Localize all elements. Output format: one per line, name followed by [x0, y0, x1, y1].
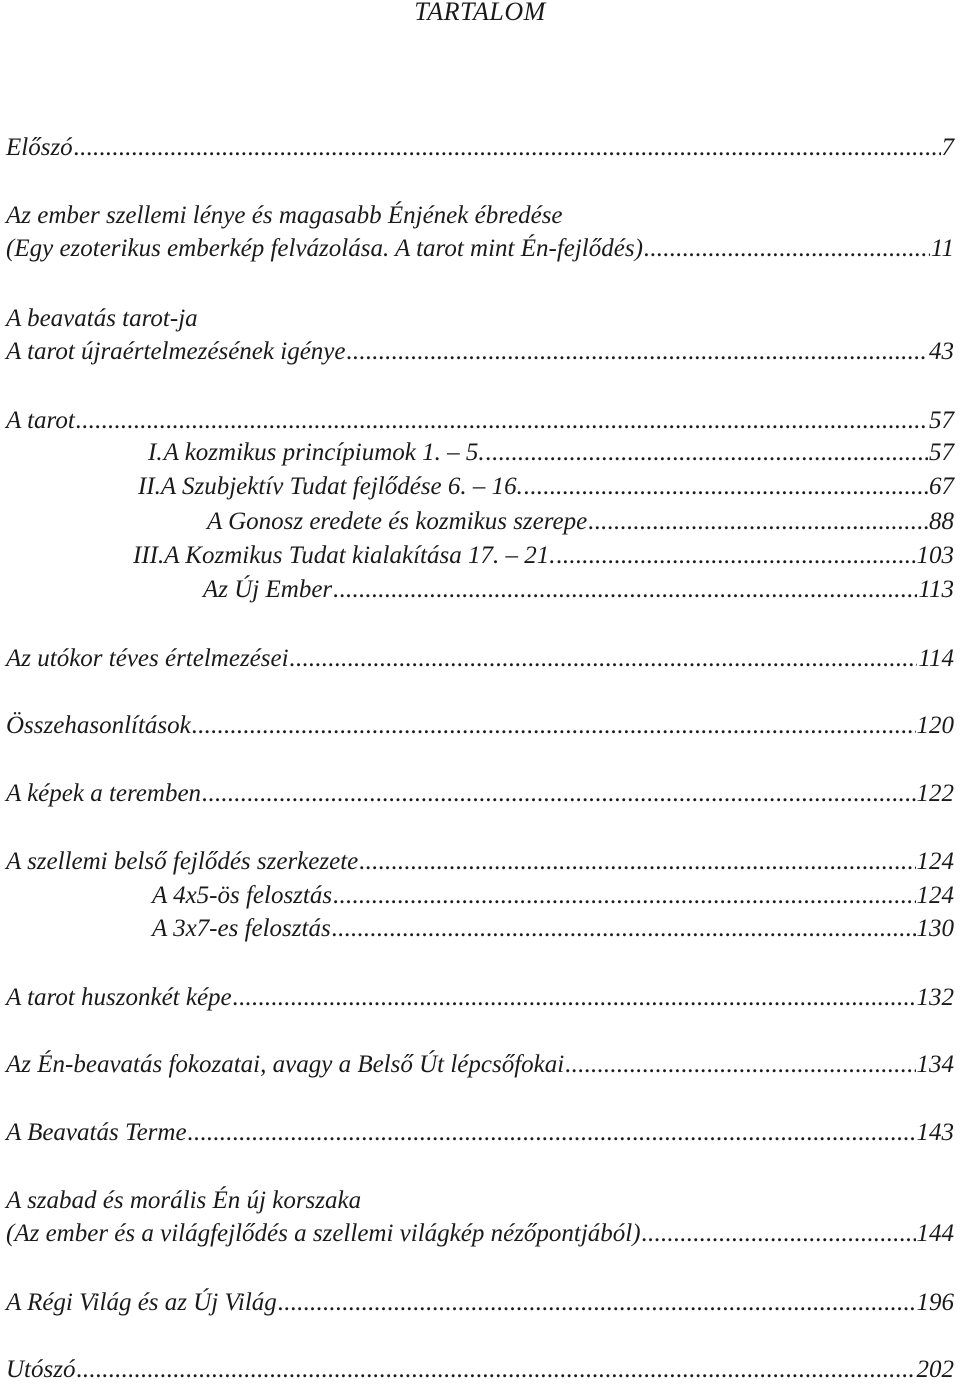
- toc-page-number: 196: [916, 1289, 954, 1316]
- toc-page-number: 202: [916, 1356, 954, 1383]
- toc-entry[interactable]: [152, 914, 954, 944]
- toc-entry[interactable]: [6, 1050, 954, 1080]
- toc-page-number: 120: [916, 712, 954, 739]
- toc-entry[interactable]: [152, 881, 954, 911]
- toc-leader-dots: [74, 133, 941, 163]
- toc-entry-label: A beavatás tarot-ja: [6, 305, 198, 332]
- toc-page-number: 103: [916, 542, 954, 569]
- toc-entry-label: A Beavatás Terme: [6, 1119, 187, 1146]
- toc-entry-label: Az Új Ember: [203, 576, 333, 603]
- toc-entry[interactable]: [6, 847, 954, 877]
- toc-entry-label: A Kozmikus Tudat kialakítása 17. – 21.: [164, 542, 556, 569]
- toc-leader-dots: [644, 234, 930, 264]
- toc-entry[interactable]: [6, 234, 954, 264]
- toc-leader-dots: [202, 779, 915, 809]
- toc-page-number: 57: [929, 407, 954, 434]
- toc-entry[interactable]: [6, 1355, 954, 1385]
- toc-page-number: 134: [916, 1051, 954, 1078]
- toc-entry-label: Az ember szellemi lénye és magasabb Énjének ébredése: [6, 202, 563, 229]
- toc-entry[interactable]: [6, 133, 954, 163]
- toc-entry-label: A kozmikus princípiumok 1. – 5.: [163, 439, 485, 466]
- toc-leader-dots: [524, 472, 928, 502]
- toc-entry-label: A 4x5-ös felosztás: [152, 882, 333, 909]
- toc-entry[interactable]: [6, 711, 954, 741]
- toc-page-number: 88: [929, 508, 954, 535]
- toc-leader-dots: [278, 1288, 916, 1318]
- toc-roman-numeral: II.: [138, 473, 161, 500]
- toc-entry-label: A szabad és morális Én új korszaka: [6, 1187, 362, 1214]
- toc-entry[interactable]: [6, 644, 954, 674]
- toc-entry-label: (Az ember és a világfejlődés a szellemi világkép nézőpontjából): [6, 1220, 641, 1247]
- toc-leader-dots: [332, 914, 916, 944]
- toc-entry[interactable]: [148, 438, 954, 468]
- toc-entry-label: Előszó: [6, 134, 73, 161]
- toc-leader-dots: [192, 711, 916, 741]
- toc-page-number: 143: [916, 1119, 954, 1146]
- toc-entry[interactable]: [203, 575, 954, 605]
- toc-entry[interactable]: [207, 507, 954, 537]
- toc-leader-dots: [76, 1355, 915, 1385]
- toc-leader-dots: [290, 644, 918, 674]
- toc-entry[interactable]: [6, 1219, 954, 1249]
- toc-page-number: 130: [916, 915, 954, 942]
- toc-leader-dots: [76, 406, 928, 436]
- toc-entry[interactable]: [6, 304, 198, 334]
- toc-entry-label: A Szubjektív Tudat fejlődése 6. – 16.: [160, 473, 523, 500]
- toc-leader-dots: [588, 507, 928, 537]
- toc-leader-dots: [188, 1118, 916, 1148]
- toc-page-number: 124: [916, 882, 954, 909]
- toc-leader-dots: [233, 983, 916, 1013]
- toc-page-number: 57: [929, 439, 954, 466]
- toc-page-number: 144: [916, 1220, 954, 1247]
- toc-entry-label: (Egy ezoterikus emberkép felvázolása. A tarot mint Én-fejlődés): [6, 235, 643, 262]
- toc-page-number: 11: [930, 235, 954, 262]
- toc-entry-label: Összehasonlítások: [6, 712, 191, 739]
- toc-page-number: 67: [929, 473, 954, 500]
- toc-entry[interactable]: [6, 1118, 954, 1148]
- toc-entry[interactable]: [6, 406, 954, 436]
- toc-entry-label: A szellemi belső fejlődés szerkezete: [6, 848, 359, 875]
- toc-leader-dots: [333, 881, 915, 911]
- toc-page-number: 132: [916, 984, 954, 1011]
- toc-page-number: 114: [918, 645, 954, 672]
- toc-entry-label: Utószó: [6, 1356, 76, 1383]
- toc-leader-dots: [565, 1050, 915, 1080]
- toc-entry-label: A tarot huszonkét képe: [6, 984, 232, 1011]
- toc-entry-label: A Régi Világ és az Új Világ: [6, 1289, 277, 1316]
- toc-entry[interactable]: [133, 541, 954, 571]
- toc-entry-label: A képek a teremben: [6, 780, 202, 807]
- toc-page-number: 7: [941, 134, 954, 161]
- toc-entry[interactable]: [6, 337, 954, 367]
- toc-entry[interactable]: [6, 1186, 361, 1216]
- toc-page-number: 113: [918, 576, 954, 603]
- toc-entry[interactable]: [6, 201, 563, 231]
- toc-entry[interactable]: [6, 983, 954, 1013]
- toc-entry[interactable]: [6, 1288, 954, 1318]
- toc-roman-numeral: I.: [148, 439, 163, 466]
- toc-entry-label: A tarot: [6, 407, 75, 434]
- toc-leader-dots: [333, 575, 917, 605]
- toc-page-number: 122: [916, 780, 954, 807]
- toc-leader-dots: [556, 541, 915, 571]
- toc-entry-label: Az utókor téves értelmezései: [6, 645, 289, 672]
- toc-leader-dots: [486, 438, 928, 468]
- toc-page-number: 124: [916, 848, 954, 875]
- toc-leader-dots: [359, 847, 915, 877]
- toc-entry-label: A 3x7-es felosztás: [152, 915, 331, 942]
- toc-entry-label: A Gonosz eredete és kozmikus szerepe: [207, 508, 588, 535]
- toc-entry-label: Az Én-beavatás fokozatai, avagy a Belső Út lépcsőfokai: [6, 1051, 565, 1078]
- toc-entry[interactable]: [6, 779, 954, 809]
- toc-page-number: 43: [929, 338, 954, 365]
- toc-roman-numeral: III.: [133, 542, 165, 569]
- toc-leader-dots: [642, 1219, 916, 1249]
- toc-entry[interactable]: [138, 472, 954, 502]
- toc-entry-label: A tarot újraértelmezésének igénye: [6, 338, 346, 365]
- page-title: TARTALOM: [414, 0, 546, 26]
- toc-leader-dots: [346, 337, 928, 367]
